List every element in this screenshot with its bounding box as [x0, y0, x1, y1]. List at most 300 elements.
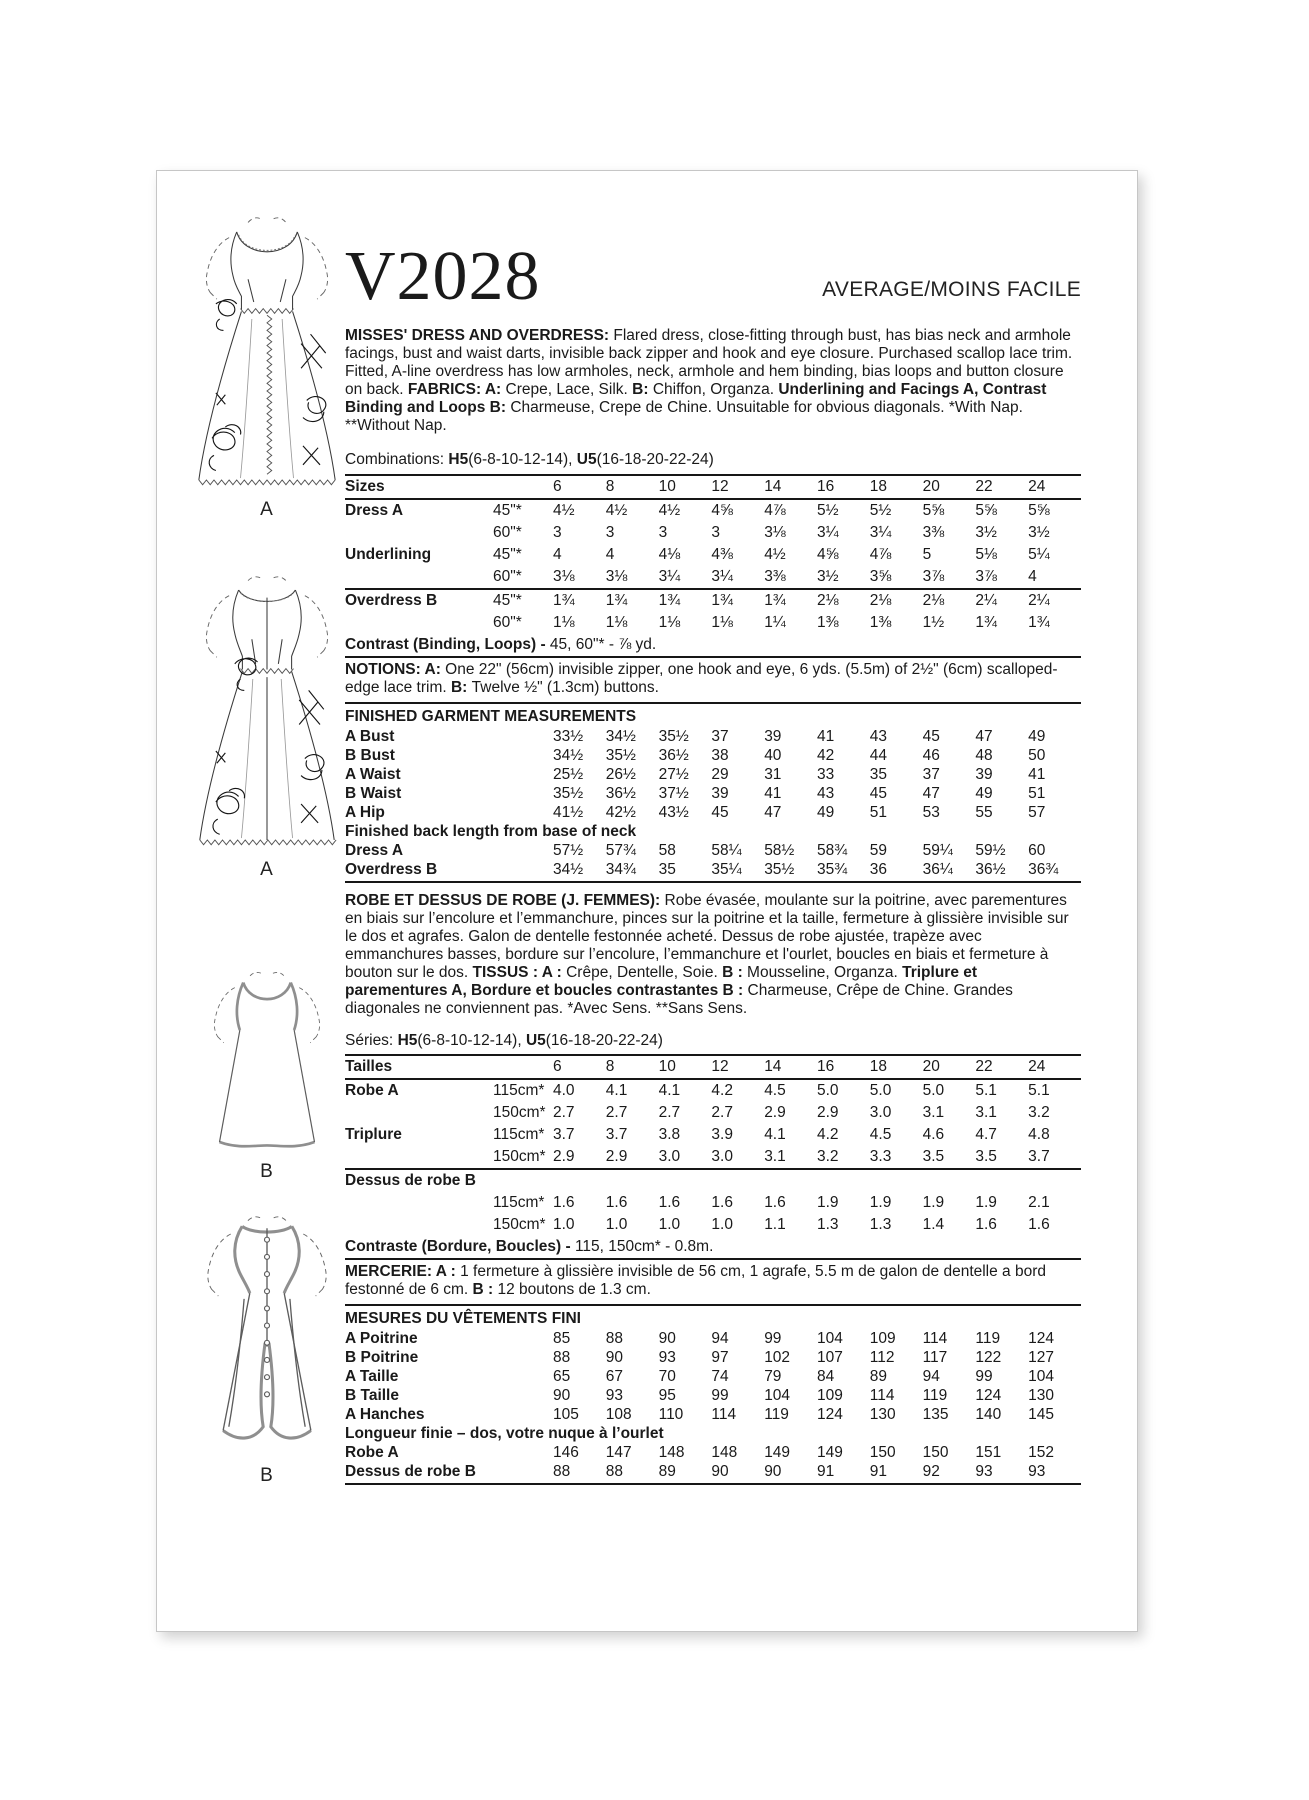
table-row — [345, 566, 1081, 588]
value-cell: 1½ — [922, 614, 945, 631]
table-row — [345, 860, 1081, 879]
value-cell: 2¼ — [975, 592, 997, 609]
value-cell: 1.1 — [764, 1216, 786, 1233]
value-cell: 140 — [975, 1406, 1002, 1423]
value-cell: 4 — [553, 546, 562, 563]
masthead — [345, 238, 1081, 315]
value-cell: 90 — [764, 1463, 782, 1480]
fabric-width-cell: 115cm* — [493, 1194, 545, 1211]
value-cell: 150 — [922, 1444, 949, 1461]
row-label: Dress A — [345, 502, 404, 519]
overdress-b-front-drawing — [181, 969, 353, 1159]
value-cell: 59 — [869, 842, 888, 859]
value-cell: 3¼ — [658, 568, 681, 585]
value-cell: 70 — [658, 1368, 676, 1385]
table-row — [345, 522, 1081, 544]
value-cell: 119 — [975, 1330, 1001, 1347]
finished-garment-measurements-en — [345, 704, 1081, 883]
table-row — [345, 500, 1081, 522]
value-cell: 1⅛ — [711, 614, 733, 631]
row-label: Overdress B — [345, 592, 438, 609]
value-cell: 3.3 — [869, 1148, 892, 1165]
value-cell: 58¾ — [816, 842, 848, 859]
value-cell: 74 — [711, 1368, 729, 1385]
value-cell: 90 — [553, 1387, 571, 1404]
value-cell: 43 — [816, 785, 835, 802]
value-cell: 1¾ — [1028, 614, 1050, 631]
overdress-b-front-illustration — [179, 969, 355, 1183]
value-cell: 59¼ — [922, 842, 953, 859]
value-cell: 65 — [553, 1368, 571, 1385]
value-cell: 5¼ — [1028, 546, 1050, 563]
value-cell: 2.9 — [764, 1104, 786, 1121]
value-cell: 35 — [658, 861, 676, 878]
value-cell: 4 — [605, 546, 615, 563]
value-cell: 35½ — [764, 861, 795, 878]
value-cell: 5½ — [816, 502, 839, 519]
value-cell: 149 — [764, 1444, 791, 1461]
value-cell: 14 — [764, 1058, 782, 1075]
table-header-row — [345, 474, 1081, 500]
value-cell: 5.0 — [869, 1082, 892, 1099]
value-cell: 25½ — [553, 766, 584, 783]
value-cell: 94 — [711, 1330, 729, 1347]
value-cell: 112 — [869, 1349, 895, 1366]
value-cell: 3⅞ — [922, 568, 945, 585]
value-cell: 41 — [764, 785, 782, 802]
value-cell: 130 — [1028, 1387, 1055, 1404]
row-label: A Hip — [345, 804, 385, 821]
value-cell: 36½ — [658, 747, 689, 764]
value-cell: 4.1 — [605, 1082, 628, 1099]
value-cell: 5⅝ — [1028, 502, 1050, 519]
value-cell: 58½ — [764, 842, 795, 859]
value-cell: 5.0 — [816, 1082, 839, 1099]
value-cell: 50 — [1028, 747, 1046, 764]
value-cell: 53 — [922, 804, 940, 821]
value-cell: 51 — [1028, 785, 1046, 802]
fgm-table-english — [345, 727, 1081, 879]
value-cell: 47 — [764, 804, 782, 821]
value-cell: 151 — [975, 1444, 1002, 1461]
value-cell: 1¾ — [764, 592, 786, 609]
value-cell: 2.9 — [553, 1148, 575, 1165]
illustration-label-b-back: B — [260, 1465, 274, 1486]
value-cell: 3⅜ — [922, 524, 945, 541]
value-cell: 1¾ — [975, 614, 997, 631]
fabric-width-cell: 150cm* — [493, 1148, 546, 1165]
value-cell: 84 — [816, 1368, 835, 1385]
value-cell: 3½ — [975, 524, 997, 541]
value-cell: 1.9 — [975, 1194, 997, 1211]
value-cell: 40 — [764, 747, 782, 764]
illustration-label-b-front: B — [260, 1161, 274, 1182]
value-cell: 130 — [869, 1406, 896, 1423]
value-cell: 35¾ — [816, 861, 848, 878]
value-cell: 37½ — [658, 785, 689, 802]
value-cell: 3⅞ — [975, 568, 997, 585]
value-cell: 119 — [764, 1406, 789, 1423]
value-cell: 104 — [816, 1330, 843, 1347]
value-cell: 3.0 — [658, 1148, 681, 1165]
value-cell: 2.9 — [605, 1148, 628, 1165]
value-cell: 4.7 — [975, 1126, 997, 1143]
row-label: A Taille — [345, 1368, 399, 1385]
overdress-b-back-illustration — [179, 1213, 355, 1487]
value-cell: 89 — [869, 1368, 888, 1385]
value-cell: 33 — [816, 766, 835, 783]
value-cell: 91 — [816, 1463, 835, 1480]
value-cell: 4⅝ — [816, 546, 839, 563]
value-cell: 3⅜ — [764, 568, 786, 585]
value-cell: 3.5 — [975, 1148, 997, 1165]
value-cell: 1⅜ — [816, 614, 839, 631]
value-cell: 51 — [869, 804, 888, 821]
value-cell: 16 — [816, 1058, 835, 1075]
fabric-width-cell: 45"* — [493, 546, 522, 563]
table-span-row: Longueur finie – dos, votre nuque à l’ourlet — [345, 1425, 664, 1442]
value-cell: 3.1 — [922, 1104, 945, 1121]
value-cell: 1.0 — [605, 1216, 628, 1233]
value-cell: 5 — [922, 546, 932, 563]
fabric-width-cell: 115cm* — [493, 1126, 545, 1143]
value-cell: 94 — [922, 1368, 940, 1385]
value-cell: 49 — [975, 785, 993, 802]
value-cell: 4⅛ — [658, 546, 681, 563]
value-cell: 1¾ — [553, 592, 575, 609]
dress-a-back-illustration — [179, 573, 355, 881]
value-cell: 88 — [553, 1463, 571, 1480]
row-label: A Bust — [345, 728, 395, 745]
notions-paragraph: NOTIONS: A: One 22" (56cm) invisible zipper, one hook and eye, 6 yds. (5.5m) of 2½" (6cm) scalloped-edge lace trim. B: Twelve ½" (1.3cm) buttons. — [345, 658, 1081, 704]
value-cell: 150 — [869, 1444, 896, 1461]
value-cell: 104 — [1028, 1368, 1055, 1385]
value-cell: 18 — [869, 1058, 888, 1075]
value-cell: 36½ — [975, 861, 1006, 878]
fabric-width-cell: 45"* — [493, 592, 522, 609]
row-label: Tailles — [345, 1058, 393, 1075]
value-cell: 107 — [816, 1349, 843, 1366]
value-cell: 93 — [1028, 1463, 1046, 1480]
dress-a-back-drawing — [181, 573, 353, 857]
value-cell: 5.0 — [922, 1082, 945, 1099]
value-cell: 90 — [605, 1349, 624, 1366]
value-cell: 1¾ — [605, 592, 628, 609]
value-cell: 59½ — [975, 842, 1006, 859]
value-cell: 26½ — [605, 766, 636, 783]
value-cell: 1.0 — [553, 1216, 575, 1233]
value-cell: 3.0 — [711, 1148, 733, 1165]
value-cell: 29 — [711, 766, 729, 783]
value-cell: 1¾ — [711, 592, 733, 609]
value-cell: 4.8 — [1028, 1126, 1050, 1143]
difficulty-label: AVERAGE/MOINS FACILE — [822, 278, 1081, 301]
value-cell: 1.3 — [869, 1216, 892, 1233]
table-span-row: Contrast (Binding, Loops) - 45, 60"* - ⅞ yd. — [345, 636, 657, 653]
value-cell: 1⅛ — [605, 614, 628, 631]
value-cell: 57 — [1028, 804, 1046, 821]
value-cell: 8 — [605, 1058, 615, 1075]
value-cell: 49 — [816, 804, 835, 821]
value-cell: 55 — [975, 804, 993, 821]
value-cell: 1⅛ — [658, 614, 681, 631]
value-cell: 92 — [922, 1463, 940, 1480]
yardage-table-english — [345, 474, 1081, 658]
row-label: A Waist — [345, 766, 401, 783]
pattern-envelope-back — [156, 170, 1138, 1632]
value-cell: 2.9 — [816, 1104, 839, 1121]
value-cell: 12 — [711, 1058, 729, 1075]
value-cell: 37 — [711, 728, 729, 745]
value-cell: 3 — [711, 524, 721, 541]
value-cell: 45 — [869, 785, 888, 802]
table-row — [345, 1443, 1081, 1462]
value-cell: 109 — [869, 1330, 896, 1347]
value-cell: 108 — [605, 1406, 632, 1423]
value-cell: 20 — [922, 478, 940, 495]
value-cell: 1.3 — [816, 1216, 839, 1233]
value-cell: 119 — [922, 1387, 948, 1404]
value-cell: 1.6 — [658, 1194, 681, 1211]
table-row — [345, 1146, 1081, 1168]
fabric-width-cell: 45"* — [493, 502, 522, 519]
table-row — [345, 1367, 1081, 1386]
value-cell: 99 — [975, 1368, 993, 1385]
value-cell: 34½ — [605, 728, 636, 745]
value-cell: 34½ — [553, 861, 584, 878]
value-cell: 57½ — [553, 842, 584, 859]
value-cell: 36 — [869, 861, 888, 878]
value-cell: 3.7 — [1028, 1148, 1050, 1165]
value-cell: 5.1 — [1028, 1082, 1050, 1099]
value-cell: 3⅛ — [605, 568, 628, 585]
fabric-width-cell: 150cm* — [493, 1216, 546, 1233]
value-cell: 14 — [764, 478, 782, 495]
value-cell: 2⅛ — [816, 592, 839, 609]
table-header-row — [345, 1054, 1081, 1080]
value-cell: 3.2 — [816, 1148, 839, 1165]
value-cell: 3.2 — [1028, 1104, 1050, 1121]
fabric-width-cell: 60"* — [493, 614, 522, 631]
fgm-fr-title: MESURES DU VÊTEMENTS FINI — [345, 1310, 581, 1327]
value-cell: 3⅛ — [553, 568, 575, 585]
row-label: B Bust — [345, 747, 395, 764]
value-cell: 3.8 — [658, 1126, 681, 1143]
table-row — [345, 1405, 1081, 1424]
value-cell: 152 — [1028, 1444, 1055, 1461]
mercerie-paragraph: MERCERIE: A : 1 fermeture à glissière invisible de 56 cm, 1 agrafe, 5.5 m de galon de dentelle a bord festonné de 6 cm. B : 12 boutons de 1.3 cm. — [345, 1260, 1081, 1306]
value-cell: 18 — [869, 478, 888, 495]
value-cell: 57¾ — [605, 842, 636, 859]
value-cell: 35½ — [553, 785, 584, 802]
value-cell: 4⅜ — [711, 546, 733, 563]
value-cell: 3.1 — [764, 1148, 786, 1165]
value-cell: 4⅝ — [711, 502, 733, 519]
value-cell: 42½ — [605, 804, 636, 821]
value-cell: 48 — [975, 747, 993, 764]
value-cell: 89 — [658, 1463, 676, 1480]
table-row — [345, 1348, 1081, 1367]
value-cell: 93 — [975, 1463, 993, 1480]
value-cell: 3 — [605, 524, 615, 541]
value-cell: 58¼ — [711, 842, 742, 859]
value-cell: 45 — [922, 728, 940, 745]
value-cell: 3¼ — [711, 568, 733, 585]
value-cell: 4½ — [553, 502, 575, 519]
table-row — [345, 1080, 1081, 1102]
table-row — [345, 1102, 1081, 1124]
value-cell: 42 — [816, 747, 835, 764]
value-cell: 5⅛ — [975, 546, 997, 563]
illustration-label-a-front: A — [260, 499, 274, 520]
value-cell: 3.0 — [869, 1104, 892, 1121]
value-cell: 3½ — [1028, 524, 1050, 541]
value-cell: 99 — [764, 1330, 782, 1347]
value-cell: 147 — [605, 1444, 632, 1461]
value-cell: 1.0 — [658, 1216, 681, 1233]
value-cell: 2.7 — [553, 1104, 575, 1121]
value-cell: 3.7 — [605, 1126, 628, 1143]
series-line: Séries: H5(6-8-10-12-14), U5(16-18-20-22-24) — [345, 1032, 663, 1049]
value-cell: 36¾ — [1028, 861, 1059, 878]
value-cell: 5½ — [869, 502, 892, 519]
value-cell: 4.6 — [922, 1126, 945, 1143]
table-row — [345, 1124, 1081, 1146]
value-cell: 43 — [869, 728, 888, 745]
value-cell: 41½ — [553, 804, 584, 821]
value-cell: 122 — [975, 1349, 1002, 1366]
row-label: Overdress B — [345, 861, 438, 878]
row-label: Robe A — [345, 1444, 399, 1461]
value-cell: 93 — [658, 1349, 676, 1366]
row-label: Dress A — [345, 842, 404, 859]
yardage-table-french — [345, 1054, 1081, 1260]
dress-a-front-drawing — [181, 213, 353, 497]
value-cell: 35¼ — [711, 861, 742, 878]
value-cell: 146 — [553, 1444, 579, 1461]
value-cell: 124 — [975, 1387, 1002, 1404]
value-cell: 10 — [658, 478, 676, 495]
value-cell: 104 — [764, 1387, 791, 1404]
row-label: Triplure — [345, 1126, 402, 1143]
value-cell: 34¾ — [605, 861, 636, 878]
value-cell: 88 — [605, 1330, 624, 1347]
value-cell: 27½ — [658, 766, 689, 783]
value-cell: 88 — [605, 1463, 624, 1480]
table-row — [345, 544, 1081, 566]
value-cell: 114 — [711, 1406, 737, 1423]
value-cell: 2.7 — [605, 1104, 628, 1121]
value-cell: 4.2 — [711, 1082, 733, 1099]
value-cell: 88 — [553, 1349, 571, 1366]
row-label: Robe A — [345, 1082, 399, 1099]
value-cell: 127 — [1028, 1349, 1055, 1366]
value-cell: 3¼ — [869, 524, 892, 541]
value-cell: 1⅛ — [553, 614, 575, 631]
fabric-width-cell: 150cm* — [493, 1104, 546, 1121]
value-cell: 3 — [658, 524, 668, 541]
value-cell: 41 — [816, 728, 835, 745]
value-cell: 67 — [605, 1368, 624, 1385]
value-cell: 1.0 — [711, 1216, 733, 1233]
value-cell: 6 — [553, 478, 562, 495]
value-cell: 1.9 — [869, 1194, 892, 1211]
value-cell: 35½ — [658, 728, 689, 745]
value-cell: 117 — [922, 1349, 948, 1366]
value-cell: 36¼ — [922, 861, 953, 878]
value-cell: 12 — [711, 478, 729, 495]
value-cell: 1.6 — [764, 1194, 786, 1211]
value-cell: 4⅞ — [764, 502, 786, 519]
value-cell: 3.1 — [975, 1104, 997, 1121]
value-cell: 97 — [711, 1349, 729, 1366]
value-cell: 1¾ — [658, 592, 681, 609]
value-cell: 44 — [869, 747, 888, 764]
value-cell: 36½ — [605, 785, 636, 802]
value-cell: 3.7 — [553, 1126, 575, 1143]
value-cell: 24 — [1028, 478, 1046, 495]
value-cell: 22 — [975, 1058, 993, 1075]
value-cell: 41 — [1028, 766, 1046, 783]
value-cell: 109 — [816, 1387, 843, 1404]
value-cell: 6 — [553, 1058, 562, 1075]
value-cell: 85 — [553, 1330, 571, 1347]
value-cell: 93 — [605, 1387, 624, 1404]
value-cell: 39 — [975, 766, 993, 783]
row-label: A Hanches — [345, 1406, 425, 1423]
value-cell: 33½ — [553, 728, 584, 745]
table-row — [345, 746, 1081, 765]
value-cell: 3½ — [816, 568, 839, 585]
value-cell: 135 — [922, 1406, 949, 1423]
value-cell: 90 — [658, 1330, 676, 1347]
value-cell: 1.9 — [922, 1194, 945, 1211]
fabric-width-cell: 60"* — [493, 568, 522, 585]
fabric-width-cell: 60"* — [493, 524, 522, 541]
value-cell: 3⅛ — [764, 524, 786, 541]
value-cell: 2.7 — [711, 1104, 733, 1121]
table-span-row: Finished back length from base of neck — [345, 823, 637, 840]
value-cell: 35½ — [605, 747, 636, 764]
value-cell: 105 — [553, 1406, 579, 1423]
value-cell: 22 — [975, 478, 993, 495]
overdress-b-back-drawing — [181, 1213, 353, 1463]
value-cell: 4⅞ — [869, 546, 892, 563]
value-cell: 4 — [1028, 568, 1037, 585]
value-cell: 2⅛ — [922, 592, 945, 609]
value-cell: 34½ — [553, 747, 584, 764]
value-cell: 4.5 — [764, 1082, 786, 1099]
table-span-row: Contraste (Bordure, Boucles) - 115, 150cm* - 0.8m. — [345, 1238, 714, 1255]
main-column — [345, 171, 1081, 1485]
value-cell: 10 — [658, 1058, 676, 1075]
value-cell: 114 — [869, 1387, 895, 1404]
row-label: Dessus de robe B — [345, 1463, 476, 1480]
value-cell: 3⅝ — [869, 568, 892, 585]
value-cell: 1.6 — [553, 1194, 575, 1211]
value-cell: 39 — [764, 728, 782, 745]
value-cell: 91 — [869, 1463, 888, 1480]
fgm-table-french — [345, 1329, 1081, 1481]
value-cell: 2.1 — [1028, 1194, 1050, 1211]
value-cell: 1.9 — [816, 1194, 839, 1211]
row-label: B Waist — [345, 785, 402, 802]
row-label: Sizes — [345, 478, 385, 495]
value-cell: 35 — [869, 766, 888, 783]
illustration-label-a-back: A — [260, 859, 274, 880]
fgm-en-title: FINISHED GARMENT MEASUREMENTS — [345, 708, 637, 725]
table-row — [345, 784, 1081, 803]
